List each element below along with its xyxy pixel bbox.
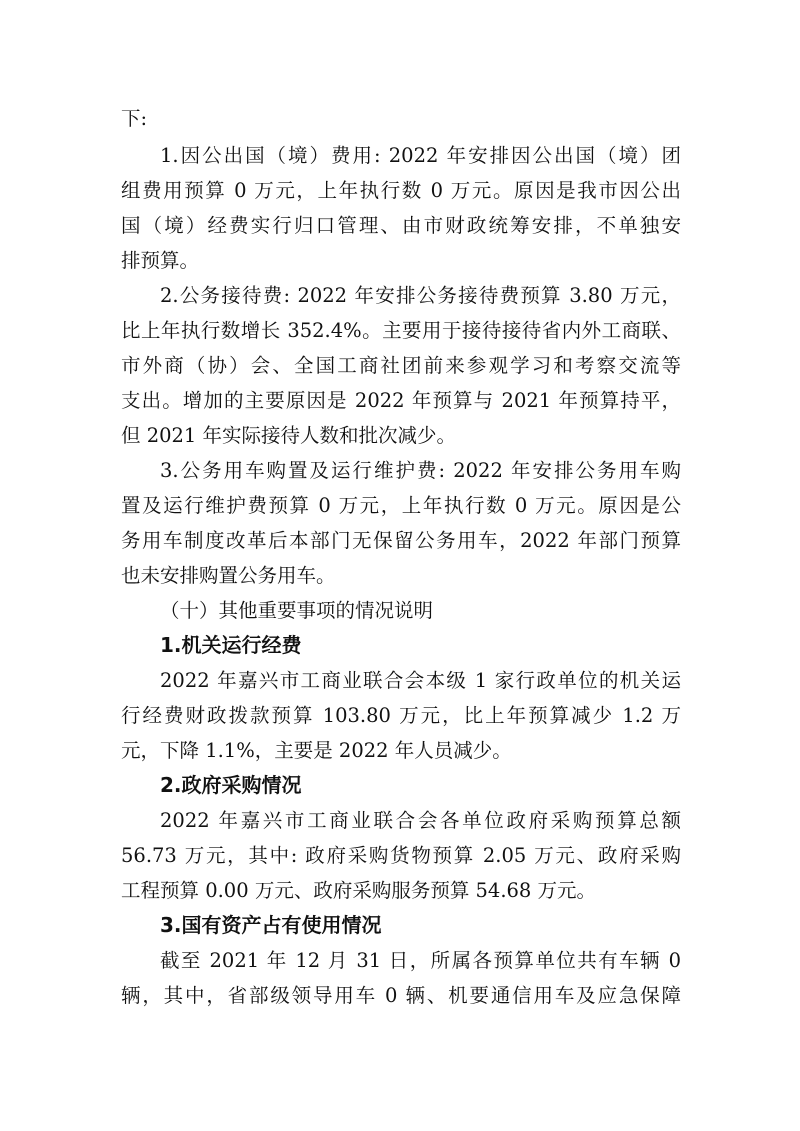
- sub1-heading: 1.机关运行经费: [160, 633, 302, 657]
- sub2-heading: 2.政府采购情况: [160, 773, 302, 797]
- sub1-line-2: 行经费财政拨款预算 103.80 万元，比上年预算减少 1.2 万: [121, 704, 681, 727]
- item2-line-5: 但 2021 年实际接待人数和批次减少。: [121, 424, 457, 447]
- item3-line-3: 务用车制度改革后本部门无保留公务用车，2022 年部门预算: [121, 529, 681, 552]
- sub2-line-2: 56.73 万元，其中: 政府采购货物预算 2.05 万元、政府采购: [121, 844, 681, 867]
- sub3-line-1: 截至 2021 年 12 月 31 日，所属各预算单位共有车辆 0: [160, 949, 681, 972]
- item2-line-4: 支出。增加的主要原因是 2022 年预算与 2021 年预算持平，: [121, 389, 681, 412]
- item3-line-4: 也未安排购置公务用车。: [121, 564, 336, 587]
- sub2-line-3: 工程预算 0.00 万元、政府采购服务预算 54.68 万元。: [121, 879, 597, 902]
- section-title: （十）其他重要事项的情况说明: [160, 599, 434, 622]
- item3-line-2: 置及运行维护费预算 0 万元，上年执行数 0 万元。原因是公: [121, 494, 681, 517]
- item1-line-1: 1.因公出国（境）费用: 2022 年安排因公出国（境）团: [160, 144, 681, 167]
- item2-line-3: 市外商（协）会、全国工商社团前来参观学习和考察交流等: [121, 354, 681, 377]
- item2-line-2: 比上年执行数增长 352.4%。主要用于接待接待省内外工商联、: [121, 319, 681, 342]
- sub3-line-2: 辆，其中，省部级领导用车 0 辆、机要通信用车及应急保障: [121, 984, 681, 1007]
- item1-line-3: 国（境）经费实行归口管理、由市财政统筹安排，不单独安: [121, 214, 681, 237]
- intro-tail: 下:: [121, 107, 148, 130]
- item2-line-1: 2.公务接待费: 2022 年安排公务接待费预算 3.80 万元，: [160, 284, 681, 307]
- sub1-line-3: 元，下降 1.1%，主要是 2022 年人员减少。: [121, 739, 512, 762]
- item1-line-2: 组费用预算 0 万元，上年执行数 0 万元。原因是我市因公出: [121, 179, 681, 202]
- item3-line-1: 3.公务用车购置及运行维护费: 2022 年安排公务用车购: [160, 459, 681, 482]
- sub1-line-1: 2022 年嘉兴市工商业联合会本级 1 家行政单位的机关运: [160, 669, 681, 692]
- item1-line-4: 排预算。: [121, 249, 200, 272]
- sub2-line-1: 2022 年嘉兴市工商业联合会各单位政府采购预算总额: [160, 809, 681, 832]
- sub3-heading: 3.国有资产占有使用情况: [160, 913, 382, 937]
